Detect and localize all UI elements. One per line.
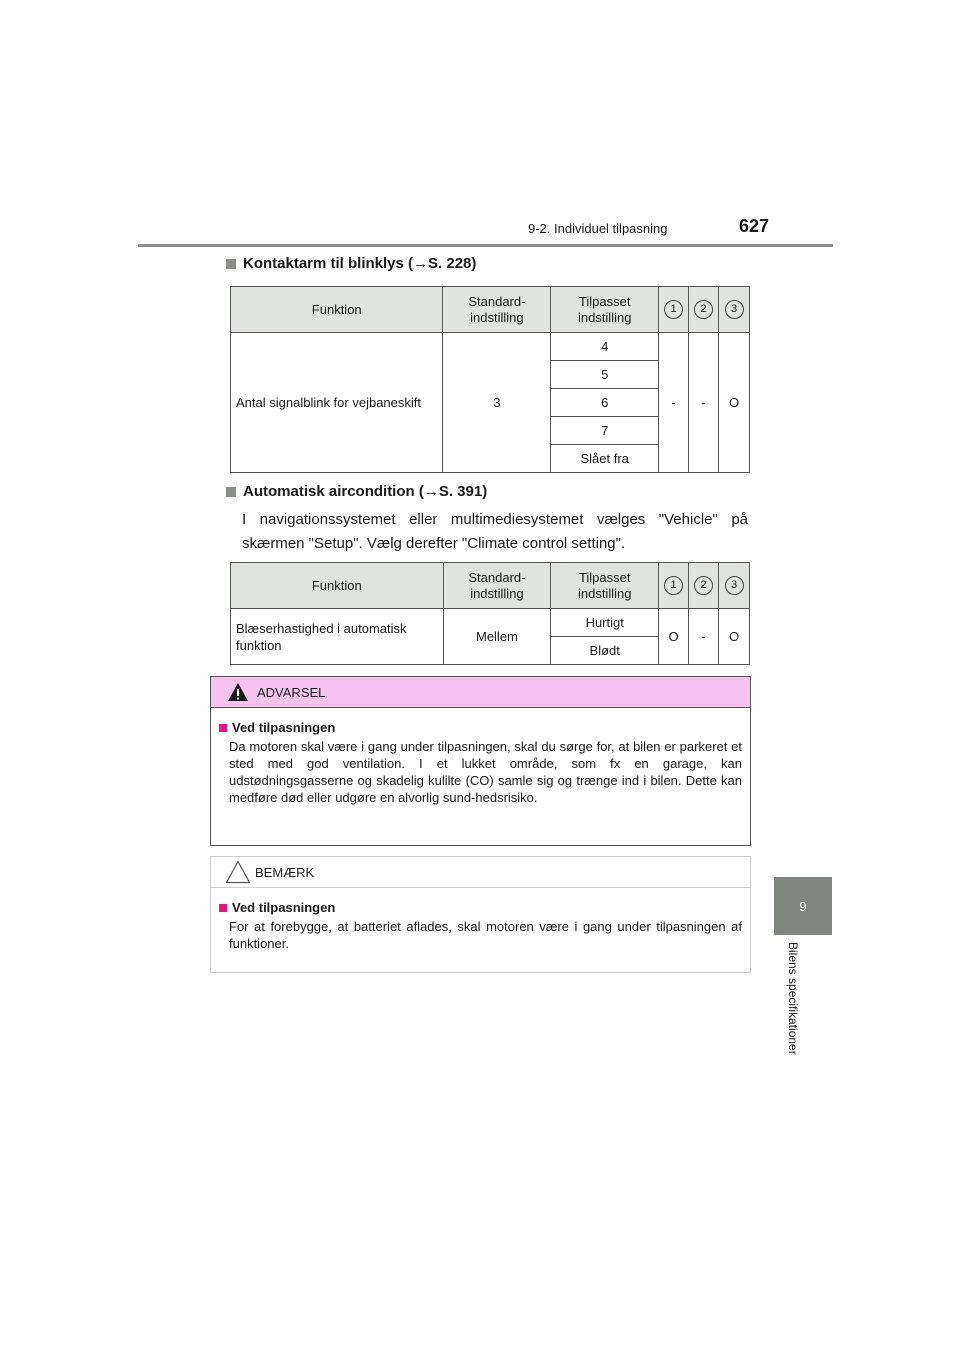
section2-text: I navigationssystemet eller multimediesystemet vælges "Vehicle" på skærmen "Setup". Vælg derefter "Climate control setting". [242, 511, 748, 552]
notice-subheading-text: Ved tilpasningen [232, 900, 336, 915]
cell-col2: - [689, 609, 719, 665]
circled-number: 2 [694, 576, 713, 595]
col-header-3 [719, 563, 750, 609]
cell-option: Hurtigt [551, 609, 659, 637]
table-aircon [230, 562, 750, 665]
warning-triangle-icon [227, 682, 249, 702]
warning-text: Da motoren skal være i gang under tilpasningen, skal du sørge for, at bilen er parkeret et sted med god ventilation. I et lukket område, som fx en garage, kan udstødningsgasserne og skadelig kulilte (CO) samle sig og trænge ind i bilen. Dette kan medføre død eller udgøre en alvorlig sund-hedsrisiko. [229, 739, 742, 805]
notice-body [211, 888, 750, 952]
cell-option: 4 [551, 333, 659, 361]
section-title: 9-2. Individuel tilpasning [528, 221, 668, 236]
square-bullet-icon [226, 259, 236, 269]
col-header-default: Standard- indstilling [443, 287, 551, 333]
notice-subheading [219, 900, 742, 915]
col-header-2 [689, 563, 719, 609]
circled-number: 1 [664, 300, 683, 319]
col-header-custom: Tilpasset indstilling [551, 287, 659, 333]
col-header-function: Funktion [231, 287, 443, 333]
cell-col3: O [719, 609, 750, 665]
warning-box [210, 676, 751, 846]
notice-box [210, 856, 751, 973]
section1-heading [226, 255, 476, 272]
warning-title-bar [211, 677, 750, 708]
cell-default: Mellem [443, 609, 551, 665]
notice-title: BEMÆRK [255, 864, 315, 880]
cell-option: Blødt [551, 637, 659, 665]
cell-function: Antal signalblink for vejbaneskift [231, 333, 443, 473]
warning-subheading-text: Ved tilpasningen [232, 720, 336, 735]
col-header-1 [659, 287, 689, 333]
col-header-default: Standard- indstilling [443, 563, 551, 609]
square-bullet-icon [226, 487, 236, 497]
cell-col2: - [689, 333, 719, 473]
chapter-tab-number: 9 [774, 877, 832, 935]
col-header-function: Funktion [231, 563, 444, 609]
col-header-custom: Tilpasset indstilling [551, 563, 659, 609]
page-number: 627 [739, 216, 770, 236]
square-bullet-icon [219, 724, 227, 732]
notice-text: For at forebygge, at batteriet aflades, skal motoren være i gang under tilpasningen af funktioner. [229, 919, 742, 951]
circled-number: 3 [725, 300, 744, 319]
cell-col3: O [719, 333, 750, 473]
chapter-tab-label [786, 942, 802, 1082]
table-blinker [230, 286, 750, 473]
section2-heading-text: Automatisk aircondition (→S. 391) [243, 483, 488, 500]
header-rule [138, 244, 833, 247]
cell-default: 3 [443, 333, 551, 473]
circled-number: 3 [725, 576, 744, 595]
warning-title: ADVARSEL [257, 684, 326, 700]
col-header-3 [719, 287, 750, 333]
notice-title-bar [211, 857, 750, 888]
cell-option: 5 [551, 361, 659, 389]
col-header-2 [689, 287, 719, 333]
cell-col1: O [659, 609, 689, 665]
warning-subheading [219, 720, 742, 735]
col-header-1 [659, 563, 689, 609]
cell-col1: - [659, 333, 689, 473]
caution-triangle-icon [225, 860, 251, 884]
chapter-tab-text: Bilens specifikationer [786, 942, 800, 1055]
cell-option: Slået fra [551, 445, 659, 473]
section2-heading [226, 483, 487, 500]
cell-option: 7 [551, 417, 659, 445]
section1-heading-text: Kontaktarm til blinklys (→S. 228) [243, 255, 477, 272]
cell-function: Blæserhastighed i automatisk funktion [231, 609, 444, 665]
cell-option: 6 [551, 389, 659, 417]
circled-number: 1 [664, 576, 683, 595]
warning-body [211, 708, 750, 806]
circled-number: 2 [694, 300, 713, 319]
square-bullet-icon [219, 904, 227, 912]
